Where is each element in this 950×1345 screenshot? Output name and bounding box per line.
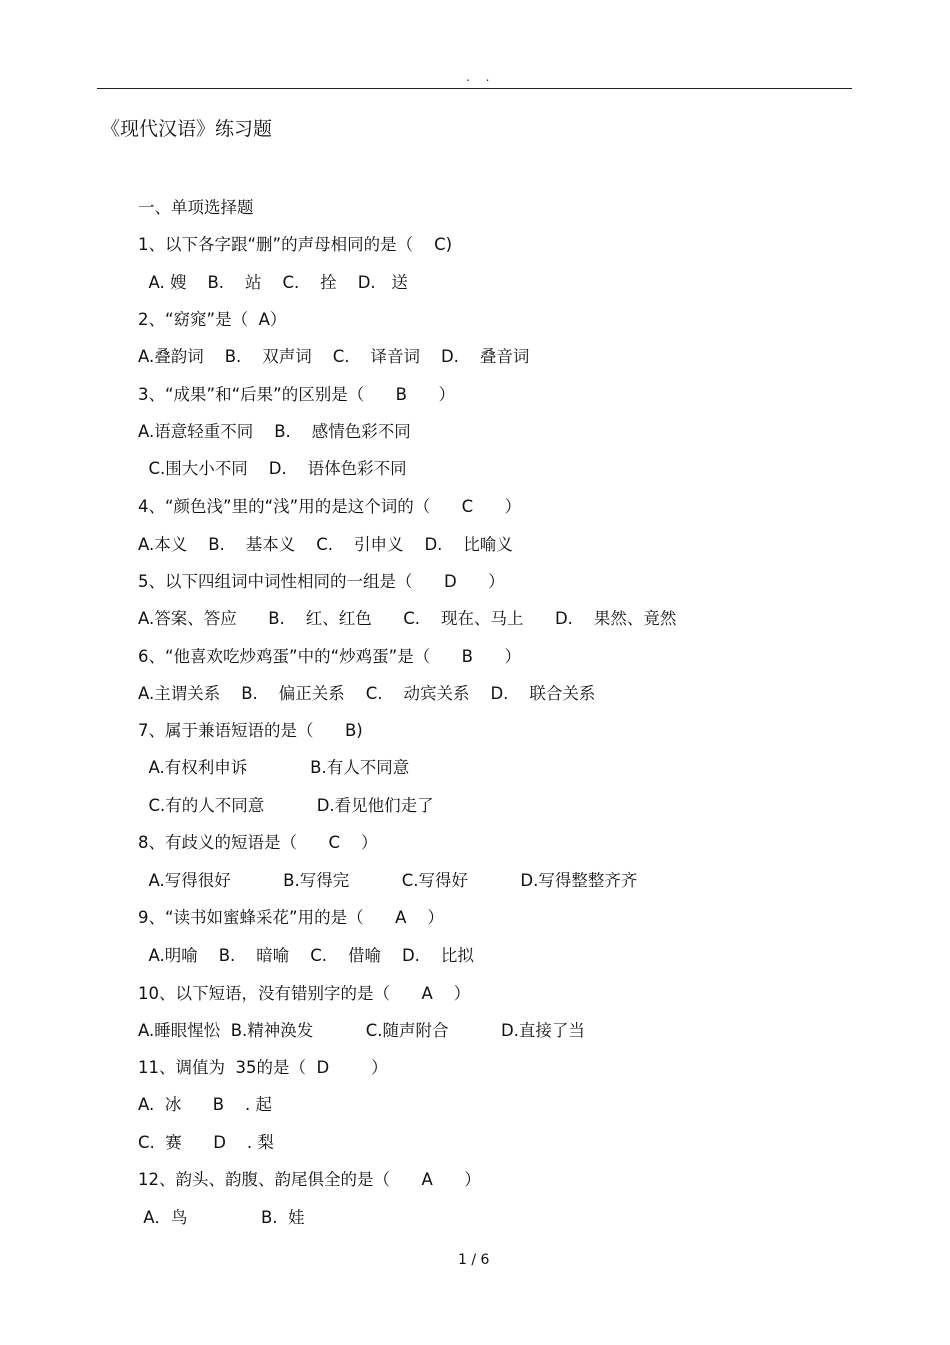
text-line: 7、属于兼语短语的是（ B) bbox=[138, 721, 363, 740]
text-line: A.主谓关系 B. 偏正关系 C. 动宾关系 D. 联合关系 bbox=[138, 684, 596, 703]
header-divider bbox=[97, 88, 852, 89]
document-title: 《现代汉语》练习题 bbox=[101, 118, 273, 140]
text-line: 9、“读书如蜜蜂采花”用的是（ A ） bbox=[138, 908, 444, 927]
text-line: A. 冰 B . 起 bbox=[138, 1095, 272, 1114]
text-line: 2、“窈窕”是（ A） bbox=[138, 310, 287, 329]
text-line: 11、调值为 35的是（ D ） bbox=[138, 1058, 388, 1077]
text-line: 4、“颜色浅”里的“浅”用的是这个词的（ C ） bbox=[138, 497, 522, 516]
text-line: A.语意轻重不同 B. 感情色彩不同 bbox=[138, 422, 411, 441]
text-line: 12、韵头、韵腹、韵尾俱全的是（ A ） bbox=[138, 1170, 481, 1189]
text-line: A.答案、答应 B. 红、红色 C. 现在、马上 D. 果然、竟然 bbox=[138, 609, 677, 628]
text-line: C.有的人不同意 D.看见他们走了 bbox=[138, 796, 434, 815]
text-line: C.围大小不同 D. 语体色彩不同 bbox=[138, 459, 407, 478]
text-line: A.叠韵词 B. 双声词 C. 译音词 D. 叠音词 bbox=[138, 347, 530, 366]
text-line: A．鸟 B. 娃 bbox=[138, 1208, 305, 1227]
text-line: 10、以下短语，没有错别字的是（ A ） bbox=[138, 984, 471, 1003]
text-line: 1、以下各字跟“删”的声母相同的是（ C) bbox=[138, 235, 453, 254]
page-number: 1 / 6 bbox=[458, 1252, 490, 1268]
text-line: C. 赛 D . 梨 bbox=[138, 1133, 274, 1152]
text-line: 3、“成果”和“后果”的区别是（ B ） bbox=[138, 385, 455, 404]
text-line: A. 嫂 B. 站 C. 拴 D. 送 bbox=[138, 273, 408, 292]
text-line: 5、以下四组词中词性相同的一组是（ D ） bbox=[138, 572, 505, 591]
text-line: A.写得很好 B.写得完 C.写得好 D.写得整整齐齐 bbox=[138, 871, 638, 890]
text-line: 8、有歧义的短语是（ C ） bbox=[138, 833, 378, 852]
text-line: A.本义 B. 基本义 C. 引申义 D. 比喻义 bbox=[138, 535, 513, 554]
header-marks: . . bbox=[466, 70, 496, 84]
text-line: A.有权利申诉 B.有人不同意 bbox=[138, 758, 410, 777]
text-line: A.睡眼惺忪 B.精神涣发 C.随声附合 D.直接了当 bbox=[138, 1021, 585, 1040]
text-line: 6、“他喜欢吃炒鸡蛋”中的“炒鸡蛋”是（ B ） bbox=[138, 647, 521, 666]
text-line: A.明喻 B. 暗喻 C. 借喻 D. 比拟 bbox=[138, 946, 474, 965]
text-line: 一、单项选择题 bbox=[138, 198, 254, 217]
